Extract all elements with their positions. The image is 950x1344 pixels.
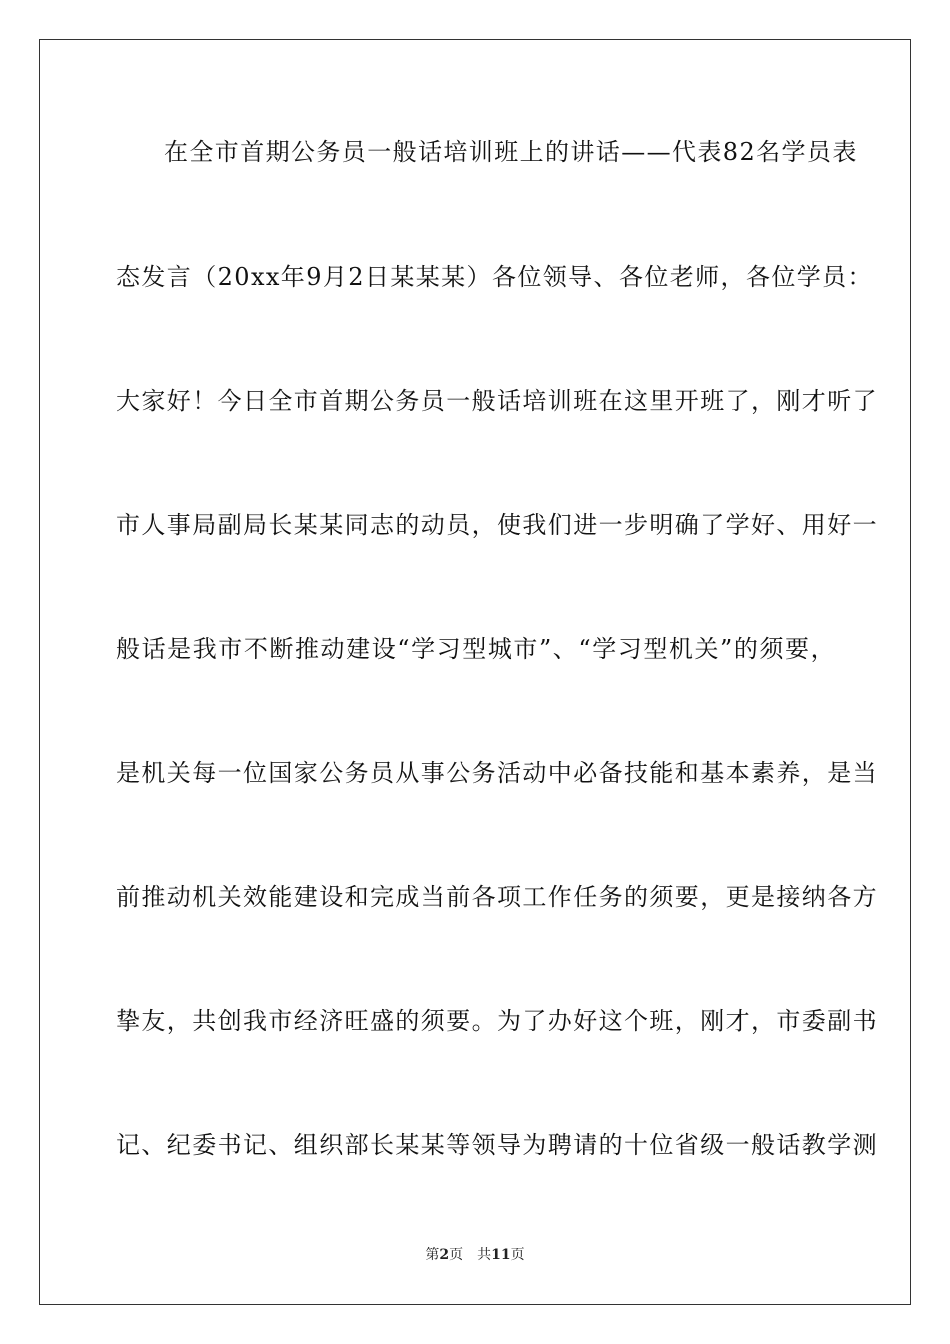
footer-page-number: 2 bbox=[439, 1247, 450, 1263]
body-text-line-3: 大家好！今日全市首期公务员一般话培训班在这里开班了，刚才听了 bbox=[116, 387, 878, 415]
page-border bbox=[39, 39, 911, 1305]
body-text-line-4: 市人事局副局长某某同志的动员，使我们进一步明确了学好、用好一 bbox=[116, 511, 878, 539]
body-text-line-7: 前推动机关效能建设和完成当前各项工作任务的须要，更是接纳各方 bbox=[116, 883, 878, 911]
body-text-line-2: 态发言（20xx年9月2日某某某）各位领导、各位老师，各位学员： bbox=[116, 263, 873, 291]
footer-total-suffix: 页 bbox=[510, 1247, 525, 1263]
body-text-line-9: 记、纪委书记、组织部长某某等领导为聘请的十位省级一般话教学测 bbox=[116, 1131, 878, 1159]
body-text-line-5: 般话是我市不断推动建设“学习型城市”、“学习型机关”的须要， bbox=[116, 635, 836, 663]
body-text-line-8: 挚友，共创我市经济旺盛的须要。为了办好这个班，刚才，市委副书 bbox=[116, 1007, 878, 1035]
body-text-line-6: 是机关每一位国家公务员从事公务活动中必备技能和基本素养，是当 bbox=[116, 759, 878, 787]
footer-total-prefix: 共 bbox=[477, 1247, 492, 1263]
footer-page-prefix: 第 bbox=[425, 1247, 440, 1263]
footer-total-number: 11 bbox=[491, 1247, 511, 1263]
page-footer bbox=[0, 1246, 950, 1264]
footer-page-suffix: 页 bbox=[449, 1247, 464, 1263]
body-text-line-1: 在全市首期公务员一般话培训班上的讲话——代表82名学员表 bbox=[164, 138, 858, 166]
